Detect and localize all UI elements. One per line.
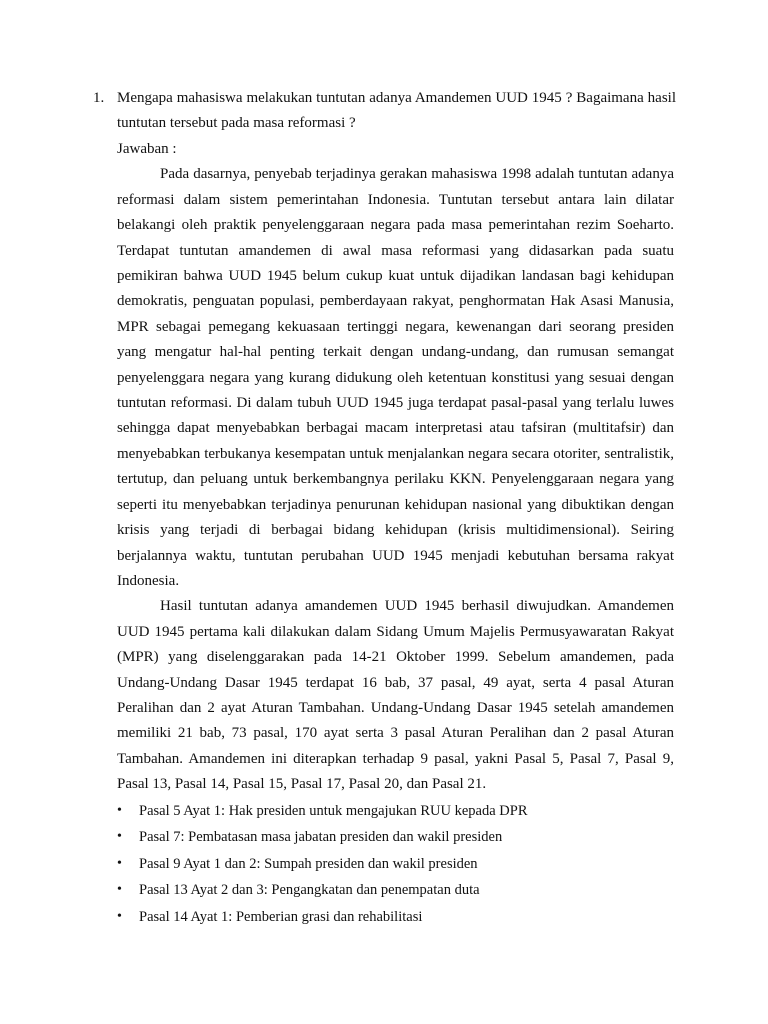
question-number: 1. bbox=[93, 90, 105, 106]
answer-section bbox=[117, 137, 674, 930]
list-item: • Pasal 7: Pembatasan masa jabatan presiden dan wakil presiden bbox=[117, 824, 674, 851]
list-item: • Pasal 9 Ayat 1 dan 2: Sumpah presiden dan wakil presiden bbox=[117, 851, 674, 878]
answer-paragraph-1: Pada dasarnya, penyebab terjadinya gerakan mahasiswa 1998 adalah tuntutan adanya reformasi dalam sistem pemerintahan Indonesia. Tuntutan tersebut antara lain dilatar belakangi oleh praktik penyelenggaraan negara pada masa pemerintahan rezim Soeharto. Terdapat tuntutan amandemen di awal masa reformasi yang didasarkan pada suatu pemikiran bahwa UUD 1945 belum cukup kuat untuk dijadikan landasan bagi kehidupan demokratis, penguatan populasi, pemberdayaan rakyat, penghormatan Hak Asasi Manusia, MPR sebagai pemegang kekuasaan tertinggi negara, kewenangan dari seorang presiden yang mengatur hal-hal penting terkait dengan undang-undang, dan rumusan semangat penyelenggara negara yang kurang didukung oleh ketentuan konstitusi yang sesuai dengan tuntutan reformasi. Di dalam tubuh UUD 1945 juga terdapat pasal-pasal yang terlalu luwes sehingga dapat menyebabkan berbagai macam interpretasi atau tafsiran (multitafsir) dan menyebabkan terbukanya kesempatan untuk menjalankan negara secara otoriter, sentralistik, tertutup, dan peluang untuk berkembangnya perilaku KKN. Penyelenggaraan negara yang seperti itu menyebabkan terjadinya penurunan kehidupan nasional yang dibuktikan dengan krisis yang terjadi di berbagai bidang kehidupan (krisis multidimensional). Seiring berjalannya waktu, tuntutan perubahan UUD 1945 menjadi kebutuhan bersama rakyat Indonesia. bbox=[117, 166, 674, 589]
list-item: • Pasal 14 Ayat 1: Pemberian grasi dan rehabilitasi bbox=[117, 904, 674, 931]
amendment-list bbox=[117, 798, 674, 931]
list-item: • Pasal 5 Ayat 1: Hak presiden untuk mengajukan RUU kepada DPR bbox=[117, 798, 674, 825]
answer-paragraph-2: Hasil tuntutan adanya amandemen UUD 1945 berhasil diwujudkan. Amandemen UUD 1945 pertama kali dilakukan dalam Sidang Umum Majelis Permusyawaratan Rakyat (MPR) yang diselenggarakan pada 14-21 Oktober 1999. Sebelum amandemen, pada Undang-Undang Dasar 1945 terdapat 16 bab, 37 pasal, 49 ayat, serta 4 pasal Aturan Peralihan dan 2 ayat Aturan Tambahan. Undang-Undang Dasar 1945 setelah amandemen memiliki 21 bab, 73 pasal, 170 ayat serta 3 pasal Aturan Peralihan dan 2 pasal Aturan Tambahan. Amandemen ini diterapkan terhadap 9 pasal, yakni Pasal 5, Pasal 7, Pasal 9, Pasal 13, Pasal 14, Pasal 15, Pasal 17, Pasal 20, dan Pasal 21. bbox=[117, 598, 674, 793]
answer-label: Jawaban : bbox=[117, 141, 177, 157]
question-text: Mengapa mahasiswa melakukan tuntutan adanya Amandemen UUD 1945 ? Bagaimana hasil tuntutan tersebut pada masa reformasi ? bbox=[117, 90, 676, 132]
list-item: • Pasal 13 Ayat 2 dan 3: Pengangkatan dan penempatan duta bbox=[117, 877, 674, 904]
question-item bbox=[93, 86, 676, 137]
